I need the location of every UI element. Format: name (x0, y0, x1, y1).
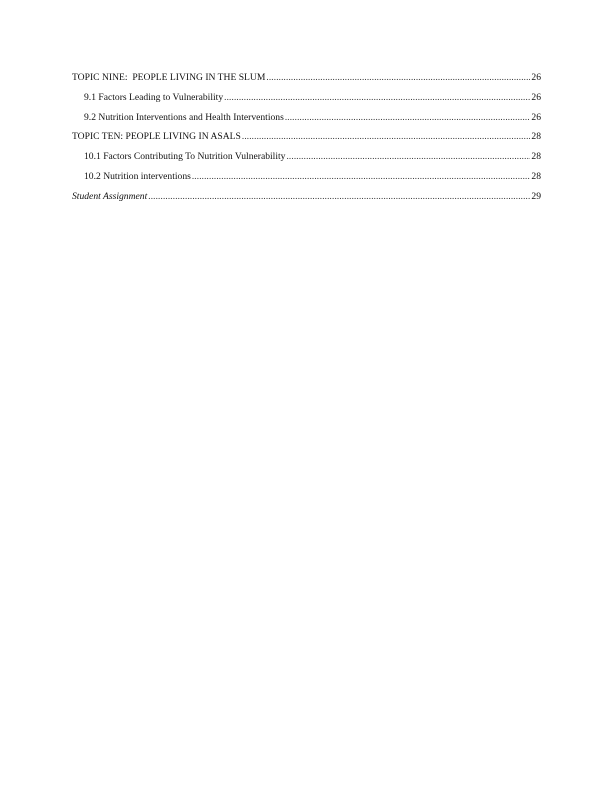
dot-leader (242, 129, 531, 143)
toc-entry-page: 29 (531, 190, 541, 202)
toc-entry-page: 28 (531, 131, 541, 143)
dot-leader (224, 90, 530, 104)
toc-entry-page: 26 (531, 91, 541, 103)
toc-entry-10-2[interactable] (72, 169, 541, 189)
toc-entry-page: 28 (531, 170, 541, 182)
toc-entry-title: Student Assignment (72, 190, 148, 202)
dot-leader (286, 149, 530, 163)
toc-entry-title: TOPIC NINE: PEOPLE LIVING IN THE SLUM (72, 72, 266, 83)
toc-entry-topic-ten[interactable] (72, 129, 541, 149)
toc-entry-title: 10.1 Factors Contributing To Nutrition Vulnerability (84, 151, 286, 163)
table-of-contents (72, 70, 541, 209)
toc-entry-9-1[interactable] (72, 90, 541, 110)
toc-entry-page: 26 (531, 72, 541, 83)
toc-entry-10-1[interactable] (72, 149, 541, 169)
dot-leader (192, 169, 531, 183)
toc-entry-title: 9.2 Nutrition Interventions and Health Interventions (84, 111, 284, 123)
toc-entry-title: 9.1 Factors Leading to Vulnerability (84, 91, 224, 103)
toc-entry-topic-nine[interactable] (72, 70, 541, 90)
toc-entry-student-assignment[interactable] (72, 189, 541, 209)
toc-entry-page: 28 (531, 151, 541, 163)
toc-entry-9-2[interactable] (72, 110, 541, 130)
toc-entry-title: 10.2 Nutrition interventions (84, 170, 191, 182)
dot-leader (285, 110, 531, 124)
toc-entry-page: 26 (531, 111, 541, 123)
toc-entry-title: TOPIC TEN: PEOPLE LIVING IN ASALS (72, 131, 241, 143)
dot-leader (148, 189, 530, 203)
dot-leader (266, 70, 530, 84)
